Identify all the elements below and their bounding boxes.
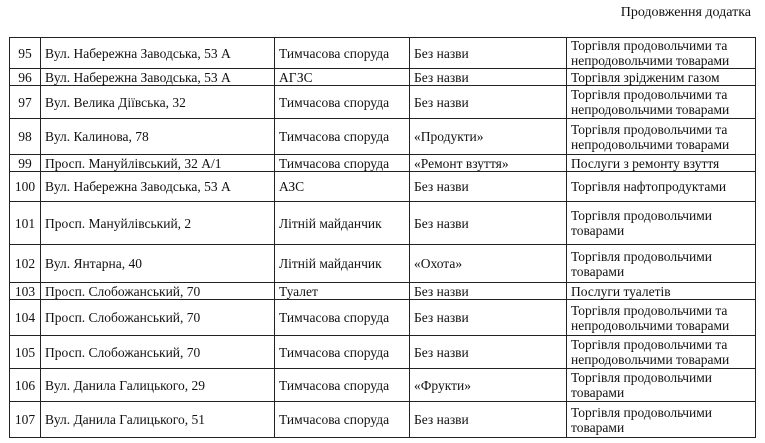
object-name-cell: «Охота» [410, 245, 567, 283]
address-cell: Вул. Набережна Заводська, 53 А [41, 172, 275, 202]
object-name-cell: Без назви [410, 172, 567, 202]
table-row [10, 69, 756, 86]
table-row [10, 283, 756, 300]
row-number: 106 [10, 369, 41, 402]
table-row [10, 119, 756, 155]
object-name-cell: Без назви [410, 38, 567, 69]
object-name-cell: Без назви [410, 69, 567, 86]
row-number: 99 [10, 155, 41, 172]
object-type-cell: Тимчасова споруда [275, 369, 410, 402]
locations-table [9, 37, 756, 438]
address-cell: Вул. Данила Галицького, 51 [41, 402, 275, 438]
object-name-cell: Без назви [410, 86, 567, 119]
activity-cell: Торгівля продовольчими товарами [567, 245, 756, 283]
table-row [10, 86, 756, 119]
table-row [10, 245, 756, 283]
activity-cell: Торгівля зрідженим газом [567, 69, 756, 86]
activity-cell: Послуги з ремонту взуття [567, 155, 756, 172]
object-name-cell: Без назви [410, 202, 567, 245]
row-number: 97 [10, 86, 41, 119]
page-header: Продовження додатка [620, 5, 751, 20]
object-type-cell: АЗС [275, 172, 410, 202]
table-row [10, 202, 756, 245]
object-name-cell: Без назви [410, 402, 567, 438]
address-cell: Просп. Слобожанський, 70 [41, 300, 275, 336]
object-type-cell: Тимчасова споруда [275, 38, 410, 69]
address-cell: Вул. Янтарна, 40 [41, 245, 275, 283]
address-cell: Вул. Набережна Заводська, 53 А [41, 38, 275, 69]
row-number: 103 [10, 283, 41, 300]
activity-cell: Торгівля продовольчими товарами [567, 202, 756, 245]
activity-cell: Торгівля продовольчими та непродовольчими товарами [567, 86, 756, 119]
table-row [10, 402, 756, 438]
object-type-cell: Тимчасова споруда [275, 300, 410, 336]
object-name-cell: Без назви [410, 336, 567, 369]
object-type-cell: Тимчасова споруда [275, 402, 410, 438]
row-number: 104 [10, 300, 41, 336]
activity-cell: Торгівля продовольчими та непродовольчими товарами [567, 336, 756, 369]
object-name-cell: «Фрукти» [410, 369, 567, 402]
row-number: 101 [10, 202, 41, 245]
table-row [10, 336, 756, 369]
object-type-cell: Літній майданчик [275, 202, 410, 245]
row-number: 107 [10, 402, 41, 438]
row-number: 96 [10, 69, 41, 86]
activity-cell: Послуги туалетів [567, 283, 756, 300]
object-type-cell: Тимчасова споруда [275, 155, 410, 172]
object-type-cell: АГЗС [275, 69, 410, 86]
activity-cell: Торгівля продовольчими та непродовольчими товарами [567, 300, 756, 336]
address-cell: Вул. Калинова, 78 [41, 119, 275, 155]
table-row [10, 172, 756, 202]
object-type-cell: Туалет [275, 283, 410, 300]
address-cell: Вул. Набережна Заводська, 53 А [41, 69, 275, 86]
object-name-cell: Без назви [410, 283, 567, 300]
object-type-cell: Тимчасова споруда [275, 86, 410, 119]
activity-cell: Торгівля продовольчими та непродовольчими товарами [567, 119, 756, 155]
row-number: 105 [10, 336, 41, 369]
activity-cell: Торгівля продовольчими товарами [567, 369, 756, 402]
object-name-cell: Без назви [410, 300, 567, 336]
table-row [10, 155, 756, 172]
address-cell: Вул. Данила Галицького, 29 [41, 369, 275, 402]
row-number: 98 [10, 119, 41, 155]
address-cell: Вул. Велика Діївська, 32 [41, 86, 275, 119]
table-row [10, 369, 756, 402]
address-cell: Просп. Слобожанський, 70 [41, 283, 275, 300]
object-name-cell: «Продукти» [410, 119, 567, 155]
activity-cell: Торгівля продовольчими та непродовольчими товарами [567, 38, 756, 69]
table-row [10, 38, 756, 69]
address-cell: Просп. Слобожанський, 70 [41, 336, 275, 369]
activity-cell: Торгівля продовольчими товарами [567, 402, 756, 438]
row-number: 95 [10, 38, 41, 69]
activity-cell: Торгівля нафтопродуктами [567, 172, 756, 202]
address-cell: Просп. Мануйлівський, 2 [41, 202, 275, 245]
object-type-cell: Літній майданчик [275, 245, 410, 283]
row-number: 100 [10, 172, 41, 202]
table-row [10, 300, 756, 336]
object-type-cell: Тимчасова споруда [275, 336, 410, 369]
object-type-cell: Тимчасова споруда [275, 119, 410, 155]
object-name-cell: «Ремонт взуття» [410, 155, 567, 172]
row-number: 102 [10, 245, 41, 283]
address-cell: Просп. Мануйлівський, 32 А/1 [41, 155, 275, 172]
